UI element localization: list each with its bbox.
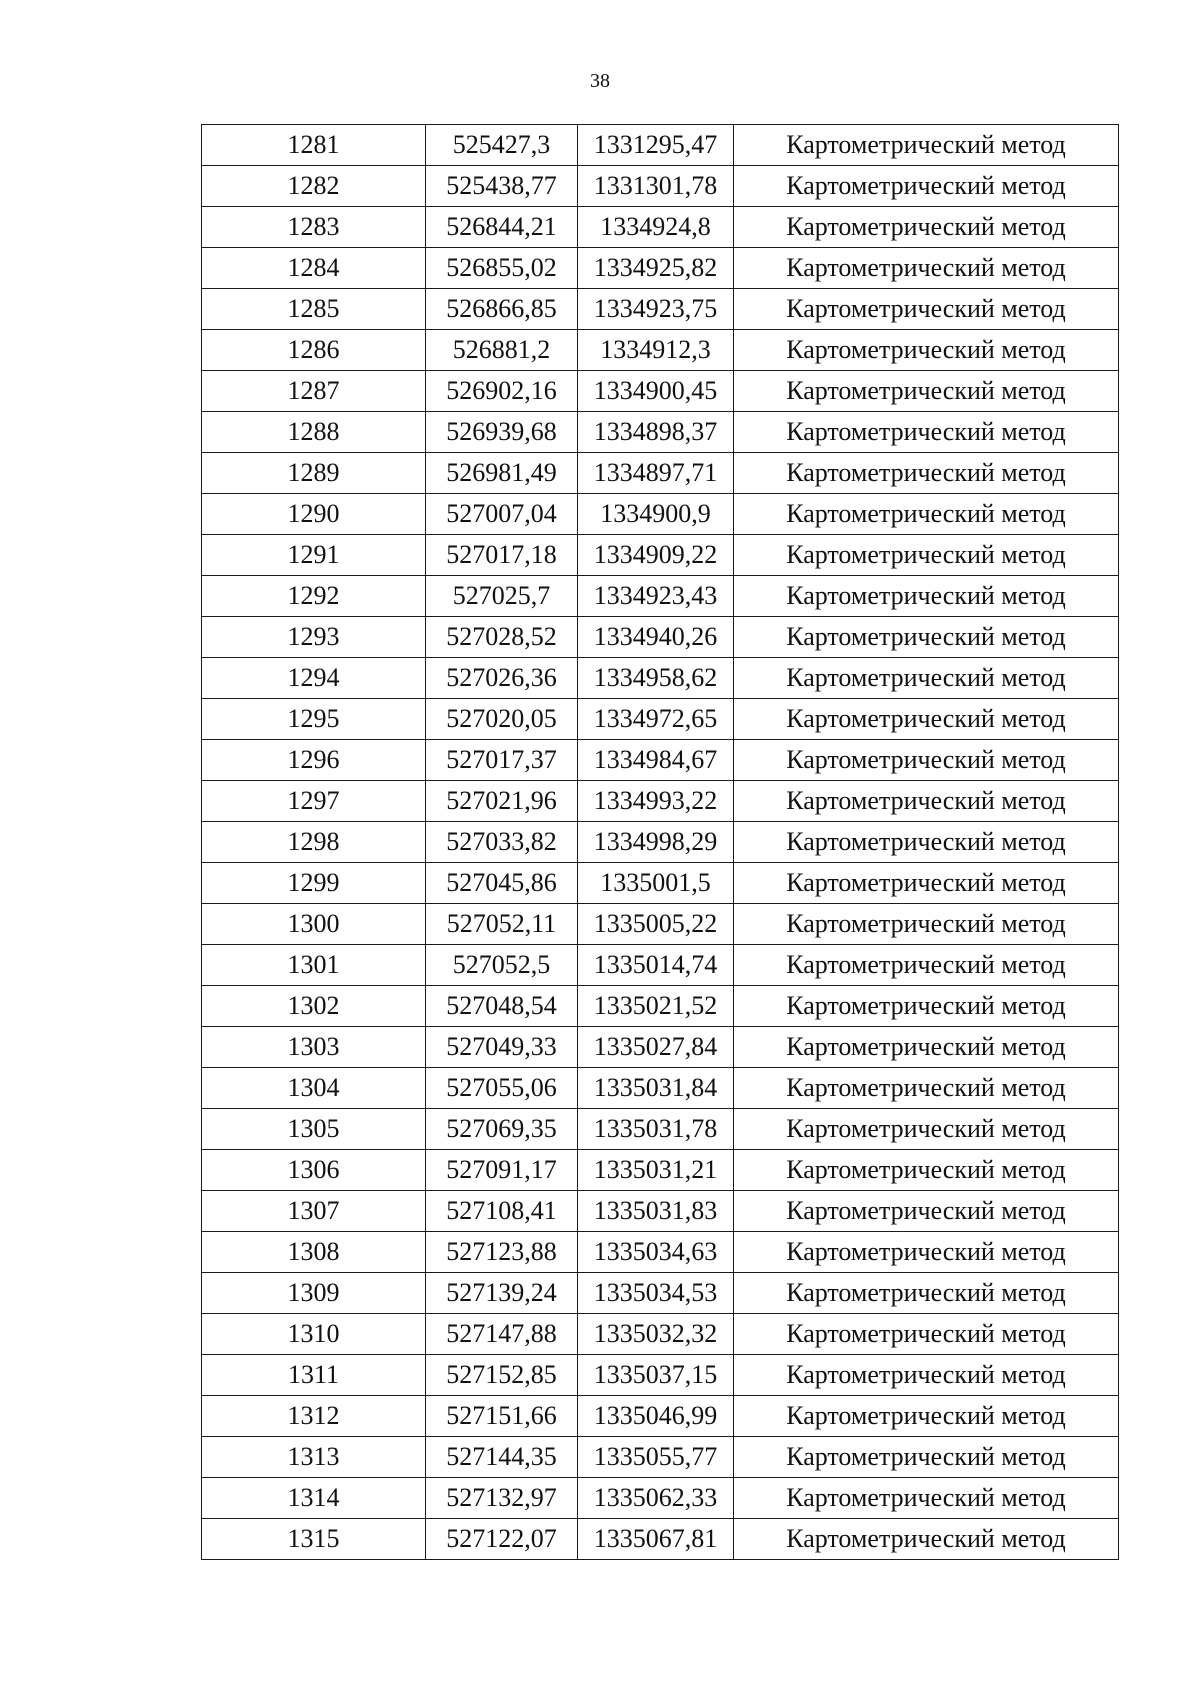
table-row bbox=[202, 207, 1119, 248]
table-row bbox=[202, 781, 1119, 822]
x-coordinate-cell: 526981,49 bbox=[426, 453, 578, 494]
x-coordinate-cell: 527122,07 bbox=[426, 1519, 578, 1560]
method-cell: Картометрический метод bbox=[734, 494, 1119, 535]
table-row bbox=[202, 822, 1119, 863]
y-coordinate-cell: 1334923,43 bbox=[578, 576, 734, 617]
table-row bbox=[202, 371, 1119, 412]
point-number-cell: 1289 bbox=[202, 453, 426, 494]
x-coordinate-cell: 526881,2 bbox=[426, 330, 578, 371]
method-cell: Картометрический метод bbox=[734, 1437, 1119, 1478]
method-cell: Картометрический метод bbox=[734, 1109, 1119, 1150]
method-cell: Картометрический метод bbox=[734, 535, 1119, 576]
table-row bbox=[202, 617, 1119, 658]
coordinates-table bbox=[201, 124, 1119, 1560]
y-coordinate-cell: 1335037,15 bbox=[578, 1355, 734, 1396]
point-number-cell: 1305 bbox=[202, 1109, 426, 1150]
x-coordinate-cell: 527028,52 bbox=[426, 617, 578, 658]
y-coordinate-cell: 1334993,22 bbox=[578, 781, 734, 822]
method-cell: Картометрический метод bbox=[734, 207, 1119, 248]
table-row bbox=[202, 986, 1119, 1027]
method-cell: Картометрический метод bbox=[734, 289, 1119, 330]
x-coordinate-cell: 527052,11 bbox=[426, 904, 578, 945]
page-number: 38 bbox=[590, 70, 610, 92]
point-number-cell: 1281 bbox=[202, 125, 426, 166]
point-number-cell: 1315 bbox=[202, 1519, 426, 1560]
method-cell: Картометрический метод bbox=[734, 1273, 1119, 1314]
y-coordinate-cell: 1335055,77 bbox=[578, 1437, 734, 1478]
table-row bbox=[202, 412, 1119, 453]
table-row bbox=[202, 863, 1119, 904]
point-number-cell: 1296 bbox=[202, 740, 426, 781]
y-coordinate-cell: 1334909,22 bbox=[578, 535, 734, 576]
x-coordinate-cell: 527132,97 bbox=[426, 1478, 578, 1519]
method-cell: Картометрический метод bbox=[734, 412, 1119, 453]
table-row bbox=[202, 904, 1119, 945]
point-number-cell: 1291 bbox=[202, 535, 426, 576]
table-row bbox=[202, 1478, 1119, 1519]
method-cell: Картометрический метод bbox=[734, 125, 1119, 166]
point-number-cell: 1307 bbox=[202, 1191, 426, 1232]
method-cell: Картометрический метод bbox=[734, 166, 1119, 207]
table-row bbox=[202, 1232, 1119, 1273]
x-coordinate-cell: 527025,7 bbox=[426, 576, 578, 617]
x-coordinate-cell: 526855,02 bbox=[426, 248, 578, 289]
x-coordinate-cell: 527151,66 bbox=[426, 1396, 578, 1437]
method-cell: Картометрический метод bbox=[734, 1150, 1119, 1191]
method-cell: Картометрический метод bbox=[734, 781, 1119, 822]
table-row bbox=[202, 453, 1119, 494]
point-number-cell: 1293 bbox=[202, 617, 426, 658]
x-coordinate-cell: 527021,96 bbox=[426, 781, 578, 822]
y-coordinate-cell: 1334940,26 bbox=[578, 617, 734, 658]
point-number-cell: 1308 bbox=[202, 1232, 426, 1273]
point-number-cell: 1287 bbox=[202, 371, 426, 412]
method-cell: Картометрический метод bbox=[734, 740, 1119, 781]
point-number-cell: 1310 bbox=[202, 1314, 426, 1355]
table-row bbox=[202, 699, 1119, 740]
x-coordinate-cell: 526844,21 bbox=[426, 207, 578, 248]
table-row bbox=[202, 166, 1119, 207]
y-coordinate-cell: 1335067,81 bbox=[578, 1519, 734, 1560]
y-coordinate-cell: 1335005,22 bbox=[578, 904, 734, 945]
table-row bbox=[202, 1355, 1119, 1396]
table-row bbox=[202, 535, 1119, 576]
y-coordinate-cell: 1331301,78 bbox=[578, 166, 734, 207]
table-row bbox=[202, 576, 1119, 617]
point-number-cell: 1286 bbox=[202, 330, 426, 371]
x-coordinate-cell: 527026,36 bbox=[426, 658, 578, 699]
table-row bbox=[202, 1027, 1119, 1068]
y-coordinate-cell: 1335014,74 bbox=[578, 945, 734, 986]
x-coordinate-cell: 525427,3 bbox=[426, 125, 578, 166]
table-row bbox=[202, 1191, 1119, 1232]
method-cell: Картометрический метод bbox=[734, 453, 1119, 494]
point-number-cell: 1299 bbox=[202, 863, 426, 904]
point-number-cell: 1312 bbox=[202, 1396, 426, 1437]
table-row bbox=[202, 1109, 1119, 1150]
table-row bbox=[202, 1519, 1119, 1560]
y-coordinate-cell: 1334924,8 bbox=[578, 207, 734, 248]
method-cell: Картометрический метод bbox=[734, 330, 1119, 371]
point-number-cell: 1294 bbox=[202, 658, 426, 699]
method-cell: Картометрический метод bbox=[734, 1068, 1119, 1109]
x-coordinate-cell: 526902,16 bbox=[426, 371, 578, 412]
coordinates-table-body bbox=[202, 125, 1119, 1560]
y-coordinate-cell: 1335032,32 bbox=[578, 1314, 734, 1355]
y-coordinate-cell: 1335046,99 bbox=[578, 1396, 734, 1437]
y-coordinate-cell: 1331295,47 bbox=[578, 125, 734, 166]
x-coordinate-cell: 527147,88 bbox=[426, 1314, 578, 1355]
table-row bbox=[202, 1437, 1119, 1478]
y-coordinate-cell: 1334984,67 bbox=[578, 740, 734, 781]
table-row bbox=[202, 1273, 1119, 1314]
point-number-cell: 1283 bbox=[202, 207, 426, 248]
point-number-cell: 1300 bbox=[202, 904, 426, 945]
y-coordinate-cell: 1334972,65 bbox=[578, 699, 734, 740]
method-cell: Картометрический метод bbox=[734, 371, 1119, 412]
x-coordinate-cell: 527020,05 bbox=[426, 699, 578, 740]
point-number-cell: 1298 bbox=[202, 822, 426, 863]
point-number-cell: 1290 bbox=[202, 494, 426, 535]
x-coordinate-cell: 527091,17 bbox=[426, 1150, 578, 1191]
table-row bbox=[202, 1314, 1119, 1355]
y-coordinate-cell: 1335021,52 bbox=[578, 986, 734, 1027]
method-cell: Картометрический метод bbox=[734, 248, 1119, 289]
x-coordinate-cell: 527052,5 bbox=[426, 945, 578, 986]
point-number-cell: 1297 bbox=[202, 781, 426, 822]
x-coordinate-cell: 527007,04 bbox=[426, 494, 578, 535]
y-coordinate-cell: 1334900,45 bbox=[578, 371, 734, 412]
x-coordinate-cell: 527017,37 bbox=[426, 740, 578, 781]
y-coordinate-cell: 1335027,84 bbox=[578, 1027, 734, 1068]
x-coordinate-cell: 527049,33 bbox=[426, 1027, 578, 1068]
y-coordinate-cell: 1335031,84 bbox=[578, 1068, 734, 1109]
x-coordinate-cell: 527144,35 bbox=[426, 1437, 578, 1478]
point-number-cell: 1304 bbox=[202, 1068, 426, 1109]
point-number-cell: 1285 bbox=[202, 289, 426, 330]
table-row bbox=[202, 248, 1119, 289]
table-row bbox=[202, 658, 1119, 699]
y-coordinate-cell: 1335062,33 bbox=[578, 1478, 734, 1519]
method-cell: Картометрический метод bbox=[734, 617, 1119, 658]
method-cell: Картометрический метод bbox=[734, 1478, 1119, 1519]
method-cell: Картометрический метод bbox=[734, 1232, 1119, 1273]
table-row bbox=[202, 289, 1119, 330]
point-number-cell: 1301 bbox=[202, 945, 426, 986]
method-cell: Картометрический метод bbox=[734, 658, 1119, 699]
y-coordinate-cell: 1335031,83 bbox=[578, 1191, 734, 1232]
x-coordinate-cell: 527152,85 bbox=[426, 1355, 578, 1396]
point-number-cell: 1313 bbox=[202, 1437, 426, 1478]
x-coordinate-cell: 527069,35 bbox=[426, 1109, 578, 1150]
y-coordinate-cell: 1335034,63 bbox=[578, 1232, 734, 1273]
method-cell: Картометрический метод bbox=[734, 822, 1119, 863]
x-coordinate-cell: 527048,54 bbox=[426, 986, 578, 1027]
point-number-cell: 1288 bbox=[202, 412, 426, 453]
method-cell: Картометрический метод bbox=[734, 863, 1119, 904]
x-coordinate-cell: 527123,88 bbox=[426, 1232, 578, 1273]
method-cell: Картометрический метод bbox=[734, 576, 1119, 617]
table-row bbox=[202, 1396, 1119, 1437]
y-coordinate-cell: 1335031,21 bbox=[578, 1150, 734, 1191]
y-coordinate-cell: 1334958,62 bbox=[578, 658, 734, 699]
x-coordinate-cell: 525438,77 bbox=[426, 166, 578, 207]
x-coordinate-cell: 527017,18 bbox=[426, 535, 578, 576]
point-number-cell: 1284 bbox=[202, 248, 426, 289]
table-row bbox=[202, 945, 1119, 986]
x-coordinate-cell: 527033,82 bbox=[426, 822, 578, 863]
table-row bbox=[202, 1150, 1119, 1191]
method-cell: Картометрический метод bbox=[734, 945, 1119, 986]
method-cell: Картометрический метод bbox=[734, 1355, 1119, 1396]
method-cell: Картометрический метод bbox=[734, 1191, 1119, 1232]
table-row bbox=[202, 1068, 1119, 1109]
y-coordinate-cell: 1335034,53 bbox=[578, 1273, 734, 1314]
table-row bbox=[202, 330, 1119, 371]
method-cell: Картометрический метод bbox=[734, 1519, 1119, 1560]
method-cell: Картометрический метод bbox=[734, 986, 1119, 1027]
point-number-cell: 1295 bbox=[202, 699, 426, 740]
point-number-cell: 1314 bbox=[202, 1478, 426, 1519]
y-coordinate-cell: 1334912,3 bbox=[578, 330, 734, 371]
y-coordinate-cell: 1335001,5 bbox=[578, 863, 734, 904]
y-coordinate-cell: 1334923,75 bbox=[578, 289, 734, 330]
y-coordinate-cell: 1334897,71 bbox=[578, 453, 734, 494]
y-coordinate-cell: 1334998,29 bbox=[578, 822, 734, 863]
method-cell: Картометрический метод bbox=[734, 1314, 1119, 1355]
x-coordinate-cell: 526866,85 bbox=[426, 289, 578, 330]
point-number-cell: 1309 bbox=[202, 1273, 426, 1314]
point-number-cell: 1292 bbox=[202, 576, 426, 617]
table-row bbox=[202, 494, 1119, 535]
point-number-cell: 1306 bbox=[202, 1150, 426, 1191]
y-coordinate-cell: 1335031,78 bbox=[578, 1109, 734, 1150]
table-row bbox=[202, 740, 1119, 781]
method-cell: Картометрический метод bbox=[734, 1027, 1119, 1068]
point-number-cell: 1311 bbox=[202, 1355, 426, 1396]
point-number-cell: 1282 bbox=[202, 166, 426, 207]
method-cell: Картометрический метод bbox=[734, 699, 1119, 740]
table-row bbox=[202, 125, 1119, 166]
point-number-cell: 1302 bbox=[202, 986, 426, 1027]
y-coordinate-cell: 1334900,9 bbox=[578, 494, 734, 535]
x-coordinate-cell: 527045,86 bbox=[426, 863, 578, 904]
method-cell: Картометрический метод bbox=[734, 1396, 1119, 1437]
y-coordinate-cell: 1334925,82 bbox=[578, 248, 734, 289]
method-cell: Картометрический метод bbox=[734, 904, 1119, 945]
point-number-cell: 1303 bbox=[202, 1027, 426, 1068]
x-coordinate-cell: 527108,41 bbox=[426, 1191, 578, 1232]
x-coordinate-cell: 527139,24 bbox=[426, 1273, 578, 1314]
x-coordinate-cell: 526939,68 bbox=[426, 412, 578, 453]
x-coordinate-cell: 527055,06 bbox=[426, 1068, 578, 1109]
y-coordinate-cell: 1334898,37 bbox=[578, 412, 734, 453]
